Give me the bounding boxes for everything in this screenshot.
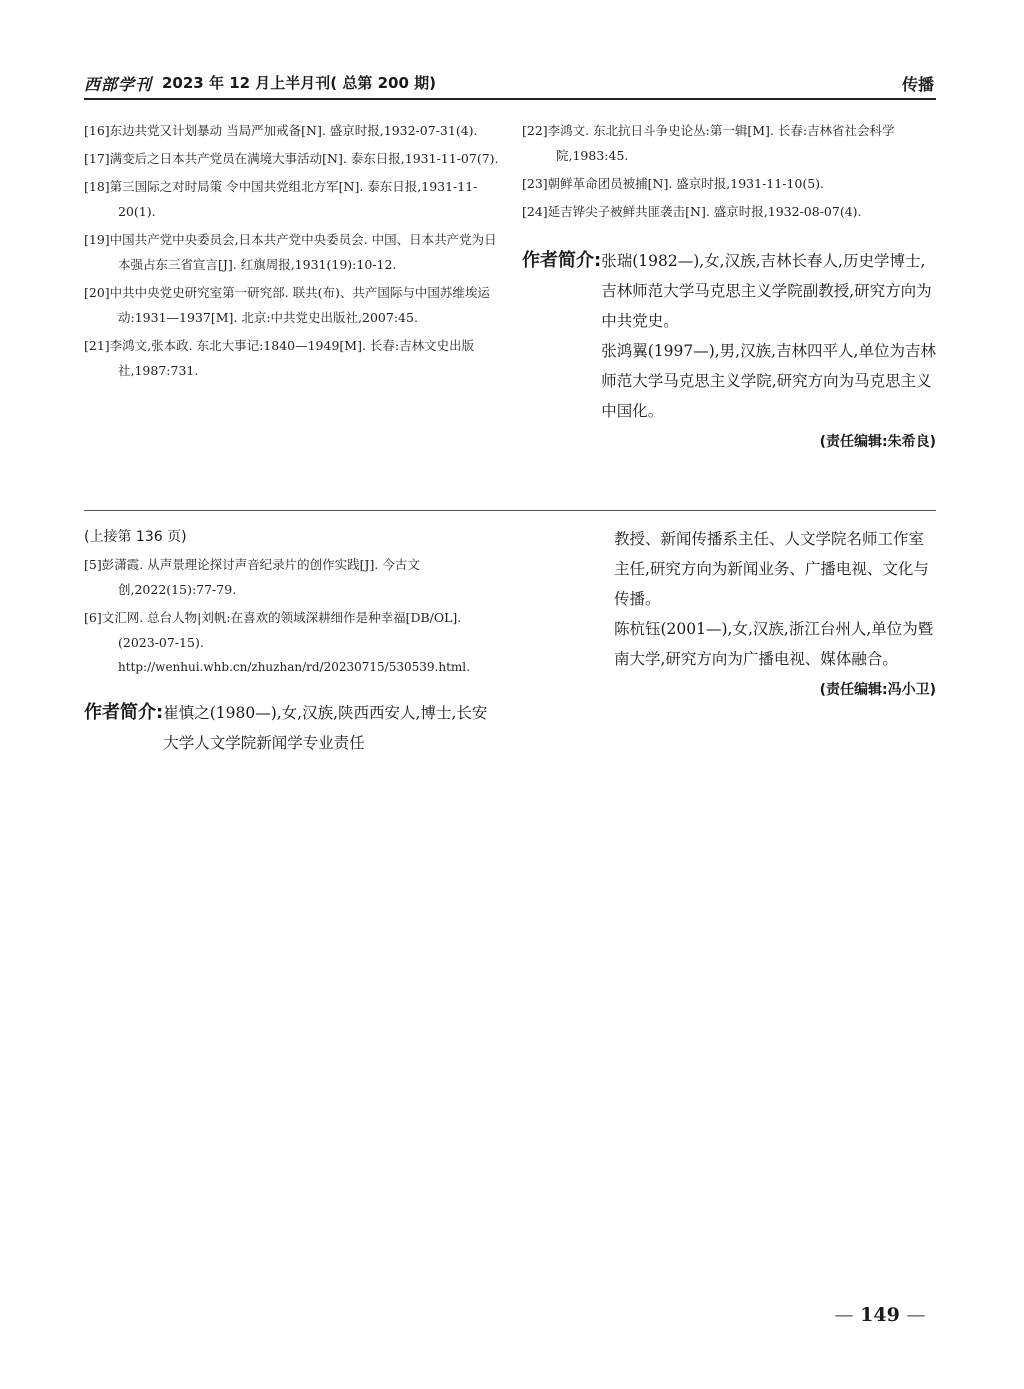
- author-intro: [522, 246, 936, 426]
- dash-left: —: [834, 1304, 854, 1326]
- reference-url: http://wenhui.whb.cn/zhuzhan/rd/20230715/530539.html.: [118, 660, 470, 674]
- page-number: [830, 1304, 930, 1326]
- section-title: 传播: [901, 75, 934, 94]
- author-intro-text: [601, 246, 936, 426]
- page-number-value: 149: [860, 1304, 900, 1326]
- top-left-references: [84, 118, 500, 386]
- author-intro: [84, 698, 500, 758]
- bottom-right-column: [522, 524, 936, 704]
- reference-item: [6]文汇网. 总台人物|刘帆:在喜欢的领域深耕细作是种幸福[DB/OL]. (2023-07-15).: [84, 610, 462, 650]
- author-bio: 陈杭钰(2001—),女,汉族,浙江台州人,单位为暨南大学,研究方向为广播电视、媒体融合。: [614, 620, 934, 668]
- author-intro-label: 作者简介:: [522, 250, 602, 271]
- reference-item: [21]李鸿文,张本政. 东北大事记:1840—1949[M]. 长春:吉林文史出版社,1987:731.: [84, 338, 475, 378]
- continued-from-note: (上接第 136 页): [84, 529, 187, 545]
- reference-item: [22]李鸿文. 东北抗日斗争史论丛:第一辑[M]. 长春:吉林省社会科学院,1983:45.: [522, 123, 895, 163]
- reference-item: [23]朝鲜革命团员被捕[N]. 盛京时报,1931-11-10(5).: [522, 176, 825, 191]
- author-intro-label: 作者简介:: [84, 702, 164, 723]
- reference-item: [17]满变后之日本共产党员在满境大事活动[N]. 泰东日报,1931-11-07(7).: [84, 151, 499, 166]
- responsible-editor: (责任编辑:朱希良): [819, 434, 936, 450]
- bottom-left-column: [84, 524, 500, 758]
- dash-right: —: [906, 1304, 926, 1326]
- author-bio: 张鸿翼(1997—),男,汉族,吉林四平人,单位为吉林师范大学马克思主义学院,研究方向为马克思主义中国化。: [601, 342, 936, 420]
- top-right-column: [522, 118, 936, 456]
- responsible-editor: (责任编辑:冯小卫): [819, 682, 936, 698]
- section-divider: [84, 510, 936, 511]
- journal-logo: 西部学刊: [84, 75, 153, 94]
- reference-item: [19]中国共产党中央委员会,日本共产党中央委员会. 中国、日本共产党为日本强占东三省宣言[J]. 红旗周报,1931(19):10-12.: [84, 232, 497, 272]
- issue-info: 2023 年 12 月上半月刊( 总第 200 期): [162, 74, 436, 92]
- reference-item: [20]中共中央党史研究室第一研究部. 联共(布)、共产国际与中国苏维埃运动:1931—1937[M]. 北京:中共党史出版社,2007:45.: [84, 285, 490, 325]
- reference-item: [16]东边共党又计划暴动 当局严加戒备[N]. 盛京时报,1932-07-31(4).: [84, 123, 478, 138]
- reference-item: [18]第三国际之对时局策 令中国共党组北方军[N]. 泰东日报,1931-11-20(1).: [84, 179, 478, 219]
- author-bio: 崔慎之(1980—),女,汉族,陕西西安人,博士,长安大学人文学院新闻学专业责任: [163, 704, 488, 752]
- reference-item: [5]彭潇霞. 从声景理论探讨声音纪录片的创作实践[J]. 今古文创,2022(15):77-79.: [84, 557, 420, 597]
- page-header: [84, 70, 936, 100]
- author-bio-continued: 教授、新闻传播系主任、人文学院名师工作室主任,研究方向为新闻业务、广播电视、文化与传播。: [614, 530, 929, 608]
- author-bio: 张瑞(1982—),女,汉族,吉林长春人,历史学博士,吉林师范大学马克思主义学院副教授,研究方向为中共党史。: [601, 252, 932, 330]
- reference-item: [24]延吉铧尖子被鲜共匪袭击[N]. 盛京时报,1932-08-07(4).: [522, 204, 862, 219]
